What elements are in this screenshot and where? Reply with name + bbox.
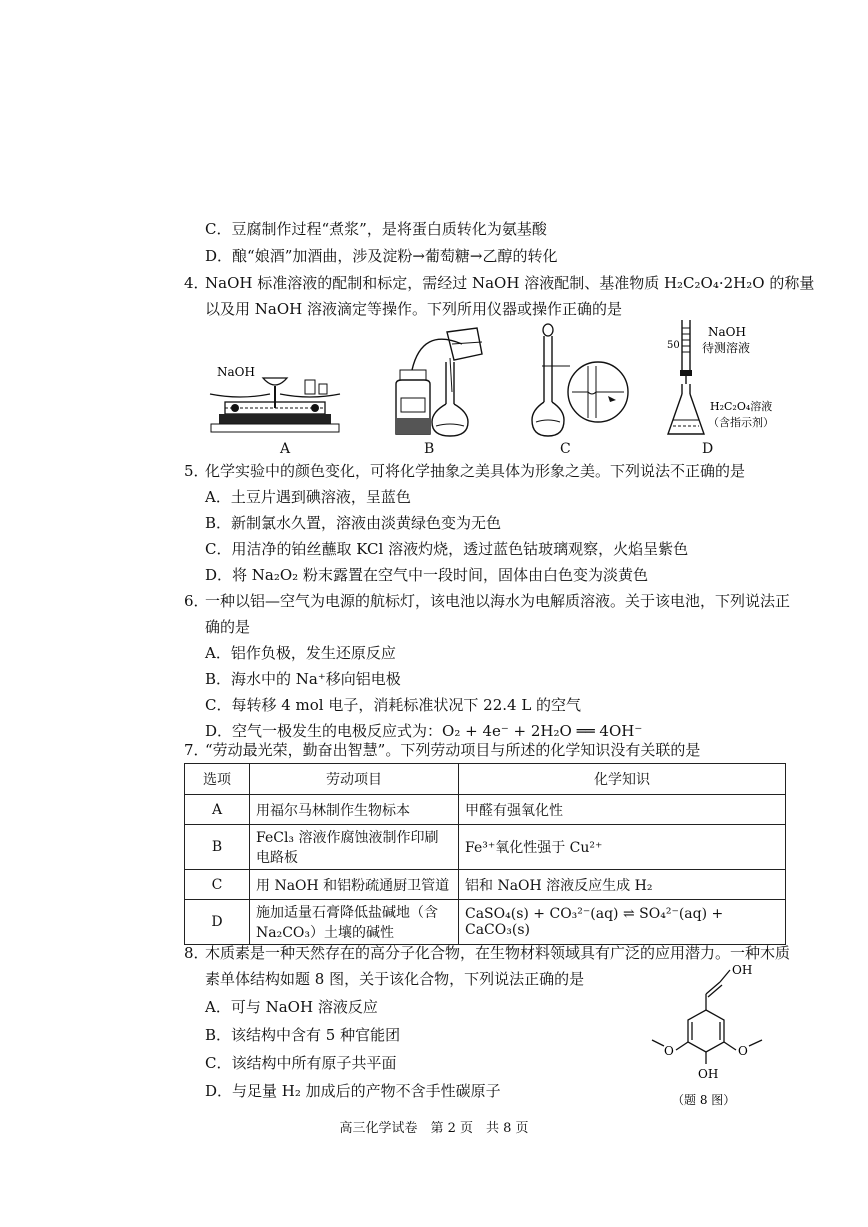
q5-option-a: A．土豆片遇到碘溶液，呈蓝色 [205,488,411,506]
q4-number: 4． [184,274,209,292]
table-row [185,900,786,945]
q7-cell-labor: 施加适量石膏降低盐碱地（含 Na₂CO₃）土壤的碱性 [250,900,459,945]
q4-figure-b-transfer [392,322,492,440]
q8-stem-line2: 素单体结构如题 8 图，关于该化合物，下列说法正确的是 [205,970,585,988]
table-row [185,825,786,870]
q7-cell-labor: FeCl₃ 溶液作腐蚀液制作印刷电路板 [250,825,459,870]
svg-text:O: O [738,1044,748,1058]
q7-cell-knowledge: CaSO₄(s) + CO₃²⁻(aq) ⇌ SO₄²⁻(aq) + CaCO₃(s) [459,900,786,945]
q6-stem-line1: 一种以铝—空气为电源的航标灯，该电池以海水为电解质溶液。关于该电池，下列说法正 [205,592,791,610]
q7-cell-knowledge: 铝和 NaOH 溶液反应生成 H₂ [459,870,786,900]
q8-option-d: D．与足量 H₂ 加成后的产物不含手性碳原子 [205,1082,501,1100]
q7-cell-option: D [185,900,250,945]
q7-cell-knowledge: Fe³⁺氧化性强于 Cu²⁺ [459,825,786,870]
q4-stem-line1: NaOH 标准溶液的配制和标定，需经过 NaOH 溶液配制、基准物质 H₂C₂O₄·2H₂O 的称量 [205,274,815,292]
q4-figure-c-volumetric [528,322,632,440]
q6-option-b: B．海水中的 Na⁺移向铝电极 [205,670,401,688]
q4-fig-d-flask-label1: H₂C₂O₄溶液 [710,400,773,413]
q5-stem: 化学实验中的颜色变化，可将化学抽象之美具体为形象之美。下列说法不正确的是 [205,462,746,480]
q4-fig-label-a: A [280,441,291,457]
q3-option-c: C．豆腐制作过程“煮浆”，是将蛋白质转化为氨基酸 [205,220,547,238]
q8-structure-figure [640,960,780,1112]
q4-figure-d-titration [664,318,788,440]
q4-fig-a-naoh-label: NaOH [217,365,255,379]
q8-fig-caption: （题 8 图） [672,1093,736,1107]
q5-option-c: C．用洁净的铂丝蘸取 KCl 溶液灼烧，透过蓝色钴玻璃观察，火焰呈紫色 [205,540,689,558]
q6-option-c: C．每转移 4 mol 电子，消耗标准状况下 22.4 L 的空气 [205,696,582,714]
q4-stem-line2: 以及用 NaOH 溶液滴定等操作。下列所用仪器或操作正确的是 [205,300,622,318]
q7-cell-option: C [185,870,250,900]
q7-cell-labor: 用福尔马林制作生物标本 [250,795,459,825]
q3-option-d: D．酿“娘酒”加酒曲，涉及淀粉→葡萄糖→乙醇的转化 [205,247,558,265]
q8-option-c: C．该结构中所有原子共平面 [205,1054,397,1072]
svg-text:O: O [664,1044,674,1058]
q8-fig-oh-top: OH [732,963,753,977]
q7-cell-option: A [185,795,250,825]
q4-figure-a-balance [205,360,345,442]
q5-number: 5． [184,462,209,480]
q7-table [184,763,786,945]
table-row [185,795,786,825]
page-footer: 高三化学试卷 第 2 页 共 8 页 [339,1121,529,1136]
q4-fig-label-d: D [702,441,714,457]
q7-header-labor: 劳动项目 [250,764,459,795]
q7-stem: “劳动最光荣，勤奋出智慧”。下列劳动项目与所述的化学知识没有关联的是 [205,741,701,759]
q8-option-b: B．该结构中含有 5 种官能团 [205,1026,401,1044]
q7-cell-labor: 用 NaOH 和铝粉疏通厨卫管道 [250,870,459,900]
q4-fig-d-flask-label2: （含指示剂） [708,416,774,429]
q6-stem-line2: 确的是 [205,618,251,636]
q7-table-header [185,764,786,795]
q8-fig-oh-bottom: OH [698,1067,719,1081]
q4-fig-d-50-label: 50 [667,340,680,351]
q7-header-option: 选项 [185,764,250,795]
q5-option-b: B．新制氯水久置，溶液由淡黄绿色变为无色 [205,514,502,532]
q7-number: 7． [184,741,209,759]
q7-header-knowledge: 化学知识 [459,764,786,795]
q6-number: 6． [184,592,209,610]
q8-number: 8． [184,944,209,962]
table-row [185,870,786,900]
q6-option-d: D．空气一极发生的电极反应式为：O₂ + 4e⁻ + 2H₂O ══ 4OH⁻ [205,722,643,740]
q7-cell-option: B [185,825,250,870]
q4-fig-d-titrant-label: 待测溶液 [702,341,751,355]
q4-fig-label-c: C [560,441,571,457]
q8-stem-line1: 木质素是一种天然存在的高分子化合物，在生物材料领域具有广泛的应用潜力。一种木质 [205,944,791,962]
q7-cell-knowledge: 甲醛有强氧化性 [459,795,786,825]
q4-fig-label-b: B [424,441,435,457]
q4-fig-d-naoh-label: NaOH [708,325,746,339]
q5-option-d: D．将 Na₂O₂ 粉末露置在空气中一段时间，固体由白色变为淡黄色 [205,566,648,584]
q6-option-a: A．铝作负极，发生还原反应 [205,644,396,662]
q8-option-a: A．可与 NaOH 溶液反应 [205,998,378,1016]
